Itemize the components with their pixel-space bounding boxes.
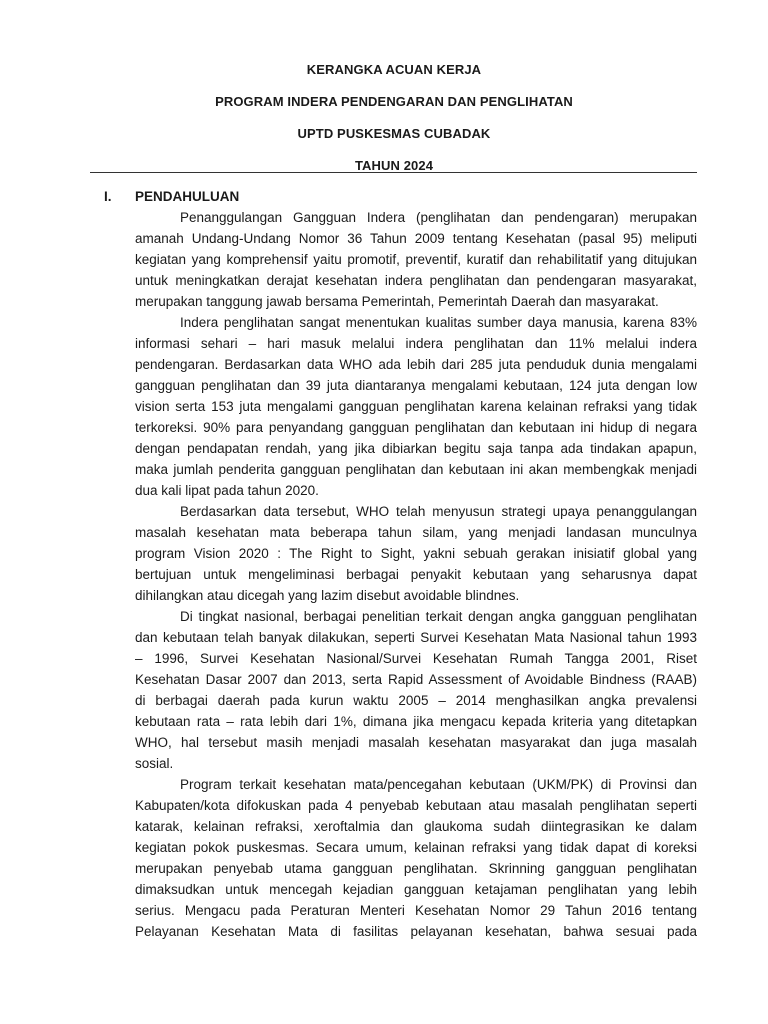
- paragraph-line: Pelayanan Kesehatan Mata di fasilitas pelayanan kesehatan, bahwa sesuai pada: [135, 924, 697, 939]
- paragraph-line: dua kali lipat pada tahun 2020.: [135, 483, 319, 498]
- paragraph-line: untuk meningkatkan derajat kesehatan indera penglihatan dan pendengaran masyarakat,: [135, 273, 697, 288]
- paragraph-line: Kesehatan Dasar 2007 dan 2013, serta Rapid Assessment of Avoidable Bindness (RAAB): [135, 672, 697, 687]
- paragraph-line: vision serta 153 juta mengalami gangguan penglihatan karena kelainan refraksi yang tidak: [135, 399, 697, 414]
- paragraph-line: WHO, hal tersebut masih menjadi masalah kesehatan masyarakat dan juga masalah: [135, 735, 697, 750]
- paragraph-line: dimaksudkan untuk mencegah kejadian gangguan ketajaman penglihatan yang lebih: [135, 882, 697, 897]
- paragraph-line: Penanggulangan Gangguan Indera (penglihatan dan pendengaran) merupakan: [180, 210, 697, 225]
- section-title: PENDAHULUAN: [135, 189, 240, 204]
- paragraph-line: – 1996, Survei Kesehatan Nasional/Survei Kesehatan Rumah Tangga 2001, Riset: [135, 651, 697, 666]
- paragraph-line: Indera penglihatan sangat menentukan kualitas sumber daya manusia, karena 83%: [180, 315, 697, 330]
- paragraph-line: Kabupaten/kota difokuskan pada 4 penyebab kebutaan atau masalah penglihatan seperti: [135, 798, 697, 813]
- paragraph-line: terkoreksi. 90% para penyandang gangguan penglihatan dan kebutaan ini hidup di negara: [135, 420, 697, 435]
- paragraph-line: bertujuan untuk mengeliminasi berbagai penyakit kebutaan yang seharusnya dapat: [135, 567, 697, 582]
- paragraph-line: merupakan penyebab utama gangguan penglihatan. Skrinning gangguan penglihatan: [135, 861, 697, 876]
- paragraph-line: kegiatan yang komprehensif yaitu promotif, preventif, kuratif dan rehabilitatif yang ditujukan: [135, 252, 697, 267]
- paragraph-line: merupakan tanggung jawab bersama Pemerintah, Pemerintah Daerah dan masyarakat.: [135, 294, 659, 309]
- paragraph-line: masalah kesehatan mata beberapa tahun silam, yang menjadi landasan munculnya: [135, 525, 697, 540]
- paragraph-line: di berbagai daerah pada kurun waktu 2005 – 2014 menghasilkan angka prevalensi: [135, 693, 697, 708]
- paragraph-line: kebutaan rata – rata lebih dari 1%, dimana jika mengacu kepada kriteria yang ditetapkan: [135, 714, 697, 729]
- header-divider: [90, 172, 697, 173]
- institution-title: UPTD PUSKESMAS CUBADAK: [297, 126, 491, 141]
- paragraph-line: pendengaran. Berdasarkan data WHO ada lebih dari 285 juta penduduk dunia mengalami: [135, 357, 697, 372]
- paragraph-line: Di tingkat nasional, berbagai penelitian terkait dengan angka gangguan penglihatan: [180, 609, 697, 624]
- paragraph-line: Program terkait kesehatan mata/pencegahan kebutaan (UKM/PK) di Provinsi dan: [180, 777, 697, 792]
- paragraph-line: dihilangkan atau dicegah yang lazim disebut avoidable blindnes.: [135, 588, 520, 603]
- paragraph-line: dan kebutaan telah banyak dilakukan, seperti Survei Kesehatan Mata Nasional tahun 1993: [135, 630, 697, 645]
- year-title: TAHUN 2024: [354, 158, 434, 173]
- paragraph-line: amanah Undang-Undang Nomor 36 Tahun 2009 tentang Kesehatan (pasal 95) meliputi: [135, 231, 697, 246]
- paragraph-line: serius. Mengacu pada Peraturan Menteri Kesehatan Nomor 29 Tahun 2016 tentang: [135, 903, 697, 918]
- paragraph-line: informasi sehari – hari masuk melalui indera penglihatan dan 11% melalui indera: [135, 336, 697, 351]
- paragraph-line: katarak, kelainan refraksi, xeroftalmia dan glaukoma sudah diintegrasikan ke dalam: [135, 819, 697, 834]
- program-title: PROGRAM INDERA PENDENGARAN DAN PENGLIHATAN: [215, 94, 573, 109]
- paragraph-line: dengan pendapatan rendah, yang jika dibiarkan begitu saja tanpa ada tindakan apapun,: [135, 441, 697, 456]
- paragraph-line: Berdasarkan data tersebut, WHO telah menyusun strategi upaya penanggulangan: [180, 504, 697, 519]
- paragraph-line: sosial.: [135, 756, 174, 771]
- paragraph-line: maka jumlah penderita gangguan penglihatan dan kebutaan ini akan membengkak menjadi: [135, 462, 697, 477]
- section-number: I.: [104, 189, 112, 204]
- paragraph-line: gangguan penglihatan dan 39 juta diantaranya mengalami kebutaan, 124 juta dengan low: [135, 378, 697, 393]
- document-title: KERANGKA ACUAN KERJA: [306, 62, 482, 77]
- paragraph-line: kegiatan pokok puskesmas. Secara umum, kelainan refraksi yang tidak dapat di koreksi: [135, 840, 697, 855]
- paragraph-line: program Vision 2020 : The Right to Sight, yakni sebuah gerakan inisiatif global yang: [135, 546, 697, 561]
